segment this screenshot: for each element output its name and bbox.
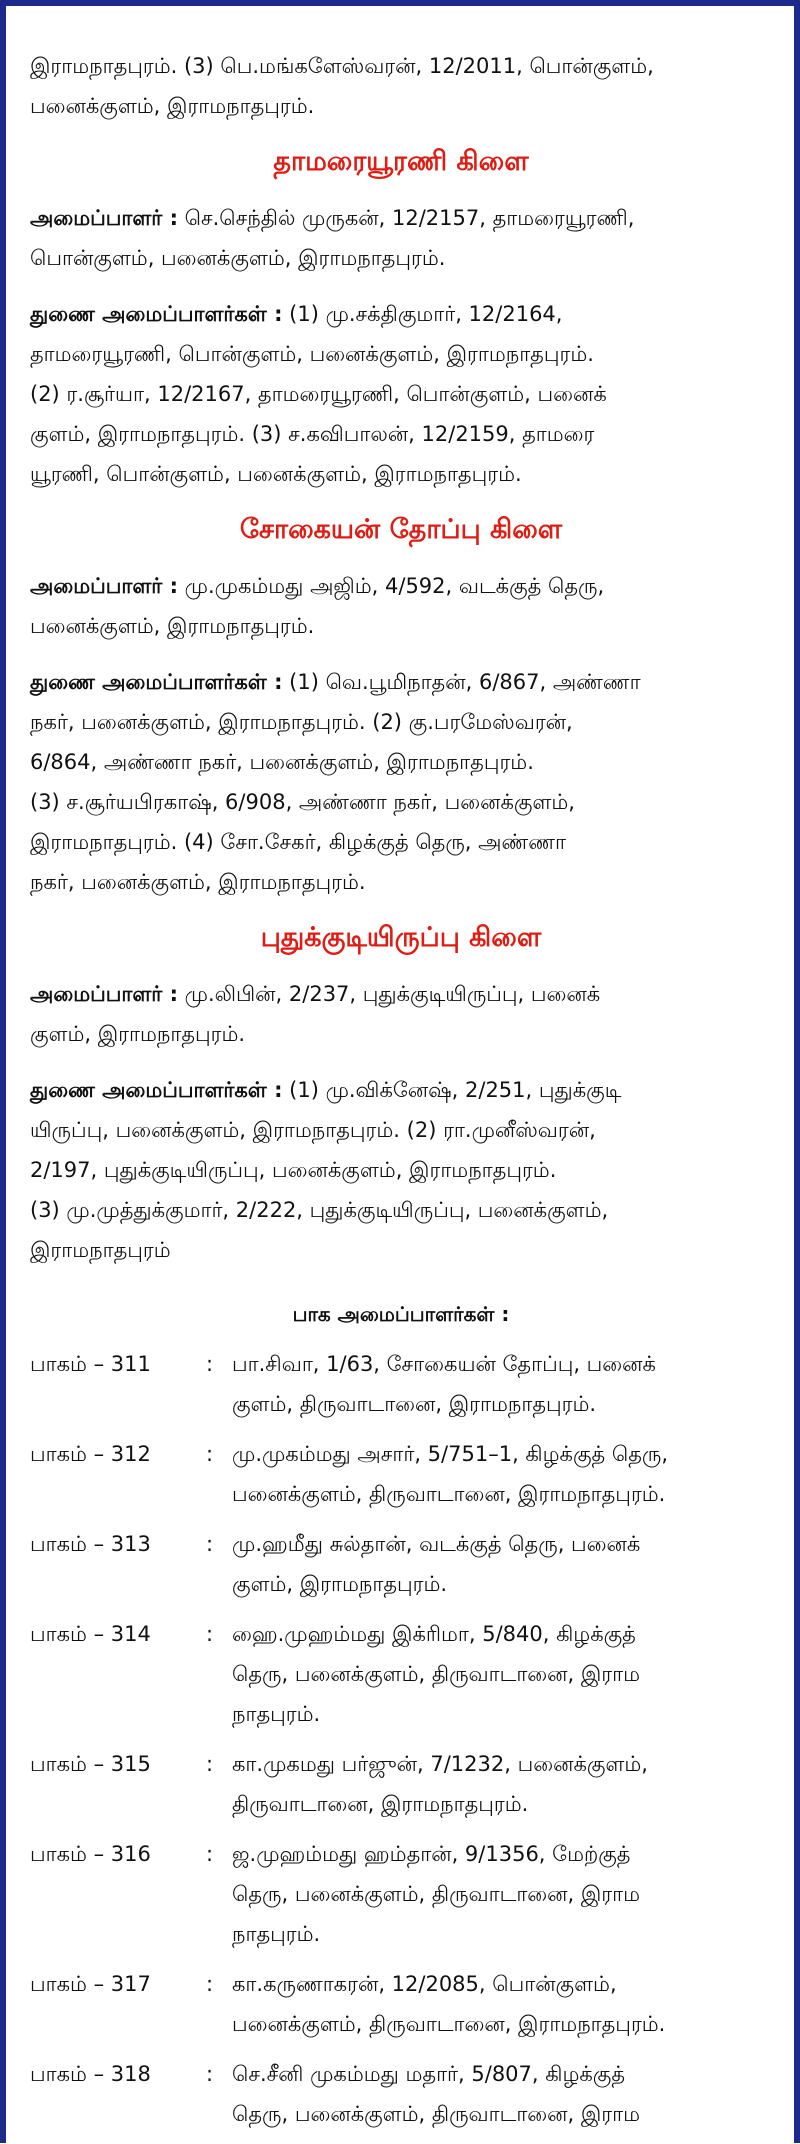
ward-label: பாகம் – 318: [30, 2062, 151, 2086]
deputies-label: துணை அமைப்பாளர்கள் :: [30, 302, 283, 326]
ward-row: [30, 1344, 772, 1424]
deputies-text: (1) மு.விக்னேஷ், 2/251, புதுக்குடி யிருப்பு, பனைக்குளம், இராமநாதபுரம். (2) ரா.முனீஸ்வரன், 2/197, புதுக்குடியிருப்பு, பனைக்குளம், இராமநாதபுரம். (3) மு.முத்துக்குமார், 2/222, புதுக்குடியிருப்பு, பனைக்குளம், இராமநாதபுரம்: [30, 1078, 622, 1262]
ward-label: பாகம் – 315: [30, 1752, 151, 1776]
document-body: [30, 46, 772, 2144]
ward-row: [30, 1434, 772, 1514]
organizer-text: மு.முகம்மது அஜிம், 4/592, வடக்குத் தெரு, பனைக்குளம், இராமநாதபுரம்.: [30, 574, 605, 638]
ward-text: ஜ.முஹம்மது ஹம்தான், 9/1356, மேற்குத் தெரு, பனைக்குளம், திருவாடானை, இராம நாதபுரம்.: [232, 1842, 641, 1946]
ward-row: [30, 1524, 772, 1604]
ward-label: பாகம் – 311: [30, 1352, 151, 1376]
branch-heading: தாமரையூரணி கிளை: [273, 146, 529, 177]
ward-text: கா.முகமது பர்ஜுன், 7/1232, பனைக்குளம், திருவாடானை, இராமநாதபுரம்.: [232, 1752, 648, 1816]
ward-text: ஹை.முஹம்மது இக்ரிமா, 5/840, கிழக்குத் தெரு, பனைக்குளம், திருவாடானை, இராம நாதபுரம்.: [232, 1622, 641, 1726]
ward-label: பாகம் – 316: [30, 1842, 151, 1866]
organizer-label: அமைப்பாளர் :: [30, 206, 178, 230]
frame-border-left: [0, 0, 6, 2143]
branch-heading: சோகையன் தோப்பு கிளை: [239, 514, 563, 545]
branch-section-puthukkudiyiruppu: [30, 918, 772, 1270]
ward-colon: :: [206, 1842, 214, 1866]
ward-colon: :: [206, 2062, 214, 2086]
ward-colon: :: [206, 1442, 214, 1466]
deputies-text: (1) வெ.பூமிநாதன், 6/867, அண்ணா நகர், பனைக்குளம், இராமநாதபுரம். (2) கு.பரமேஸ்வரன், 6/864, அண்ணா நகர், பனைக்குளம், இராமநாதபுரம். (3) ச.சூர்யபிரகாஷ், 6/908, அண்ணா நகர், பனைக்குளம், இராமநாதபுரம். (4) சோ.சேகர், கிழக்குத் தெரு, அண்ணா நகர், பனைக்குளம், இராமநாதபுரம்.: [30, 670, 641, 894]
ward-organizers-heading: பாக அமைப்பாளர்கள் :: [292, 1302, 510, 1326]
ward-label: பாகம் – 313: [30, 1532, 151, 1556]
ward-colon: :: [206, 1972, 214, 1996]
ward-colon: :: [206, 1622, 214, 1646]
frame-border-top: [0, 0, 800, 6]
deputies-paragraph: [30, 662, 772, 902]
ward-row: [30, 1834, 772, 1954]
ward-list: [30, 1344, 772, 2134]
branch-section-thamaraiyurani: [30, 142, 772, 494]
ward-text: கா.கருணாகரன், 12/2085, பொன்குளம், பனைக்குளம், திருவாடானை, இராமநாதபுரம்.: [232, 1972, 666, 2036]
organizer-text: மு.லிபின், 2/237, புதுக்குடியிருப்பு, பனைக் குளம், இராமநாதபுரம்.: [30, 982, 601, 1046]
ward-row: [30, 1964, 772, 2044]
deputies-label: துணை அமைப்பாளர்கள் :: [30, 1078, 283, 1102]
organizer-label: அமைப்பாளர் :: [30, 982, 178, 1006]
deputies-label: துணை அமைப்பாளர்கள் :: [30, 670, 283, 694]
ward-row: [30, 2054, 772, 2134]
organizer-paragraph: [30, 198, 772, 278]
ward-colon: :: [206, 1352, 214, 1376]
ward-text: பா.சிவா, 1/63, சோகையன் தோப்பு, பனைக் குளம், திருவாடானை, இராமநாதபுரம்.: [232, 1352, 656, 1416]
organizer-text: செ.செந்தில் முருகன், 12/2157, தாமரையூரணி, பொன்குளம், பனைக்குளம், இராமநாதபுரம்.: [30, 206, 635, 270]
ward-text: செ.சீனி முகம்மது மதார், 5/807, கிழக்குத் தெரு, பனைக்குளம், திருவாடானை, இராம: [232, 2062, 641, 2126]
deputies-paragraph: [30, 1070, 772, 1270]
ward-row: [30, 1614, 772, 1734]
organizer-label: அமைப்பாளர் :: [30, 574, 178, 598]
ward-row: [30, 1744, 772, 1824]
ward-text: மு.முகம்மது அசார், 5/751–1, கிழக்குத் தெரு, பனைக்குளம், திருவாடானை, இராமநாதபுரம்.: [232, 1442, 669, 1506]
organizer-paragraph: [30, 974, 772, 1054]
organizer-paragraph: [30, 566, 772, 646]
deputies-text: (1) மு.சக்திகுமார், 12/2164, தாமரையூரணி, பொன்குளம், பனைக்குளம், இராமநாதபுரம். (2) ர.சூர்யா, 12/2167, தாமரையூரணி, பொன்குளம், பனைக் குளம், இராமநாதபுரம். (3) ச.கவிபாலன், 12/2159, தாமரை யூரணி, பொன்குளம், பனைக்குளம், இராமநாதபுரம்.: [30, 302, 607, 486]
ward-label: பாகம் – 312: [30, 1442, 151, 1466]
ward-text: மு.ஹமீது சுல்தான், வடக்குத் தெரு, பனைக் குளம், இராமநாதபுரம்.: [232, 1532, 641, 1596]
ward-colon: :: [206, 1532, 214, 1556]
ward-label: பாகம் – 317: [30, 1972, 151, 1996]
deputies-paragraph: [30, 294, 772, 494]
branch-heading: புதுக்குடியிருப்பு கிளை: [260, 922, 542, 953]
ward-colon: :: [206, 1752, 214, 1776]
ward-label: பாகம் – 314: [30, 1622, 151, 1646]
frame-border-right: [794, 0, 800, 2143]
branch-section-sogaiyan-thoppu: [30, 510, 772, 902]
intro-paragraph: இராமநாதபுரம். (3) பெ.மங்களேஸ்வரன், 12/2011, பொன்குளம், பனைக்குளம், இராமநாதபுரம்.: [30, 54, 654, 118]
